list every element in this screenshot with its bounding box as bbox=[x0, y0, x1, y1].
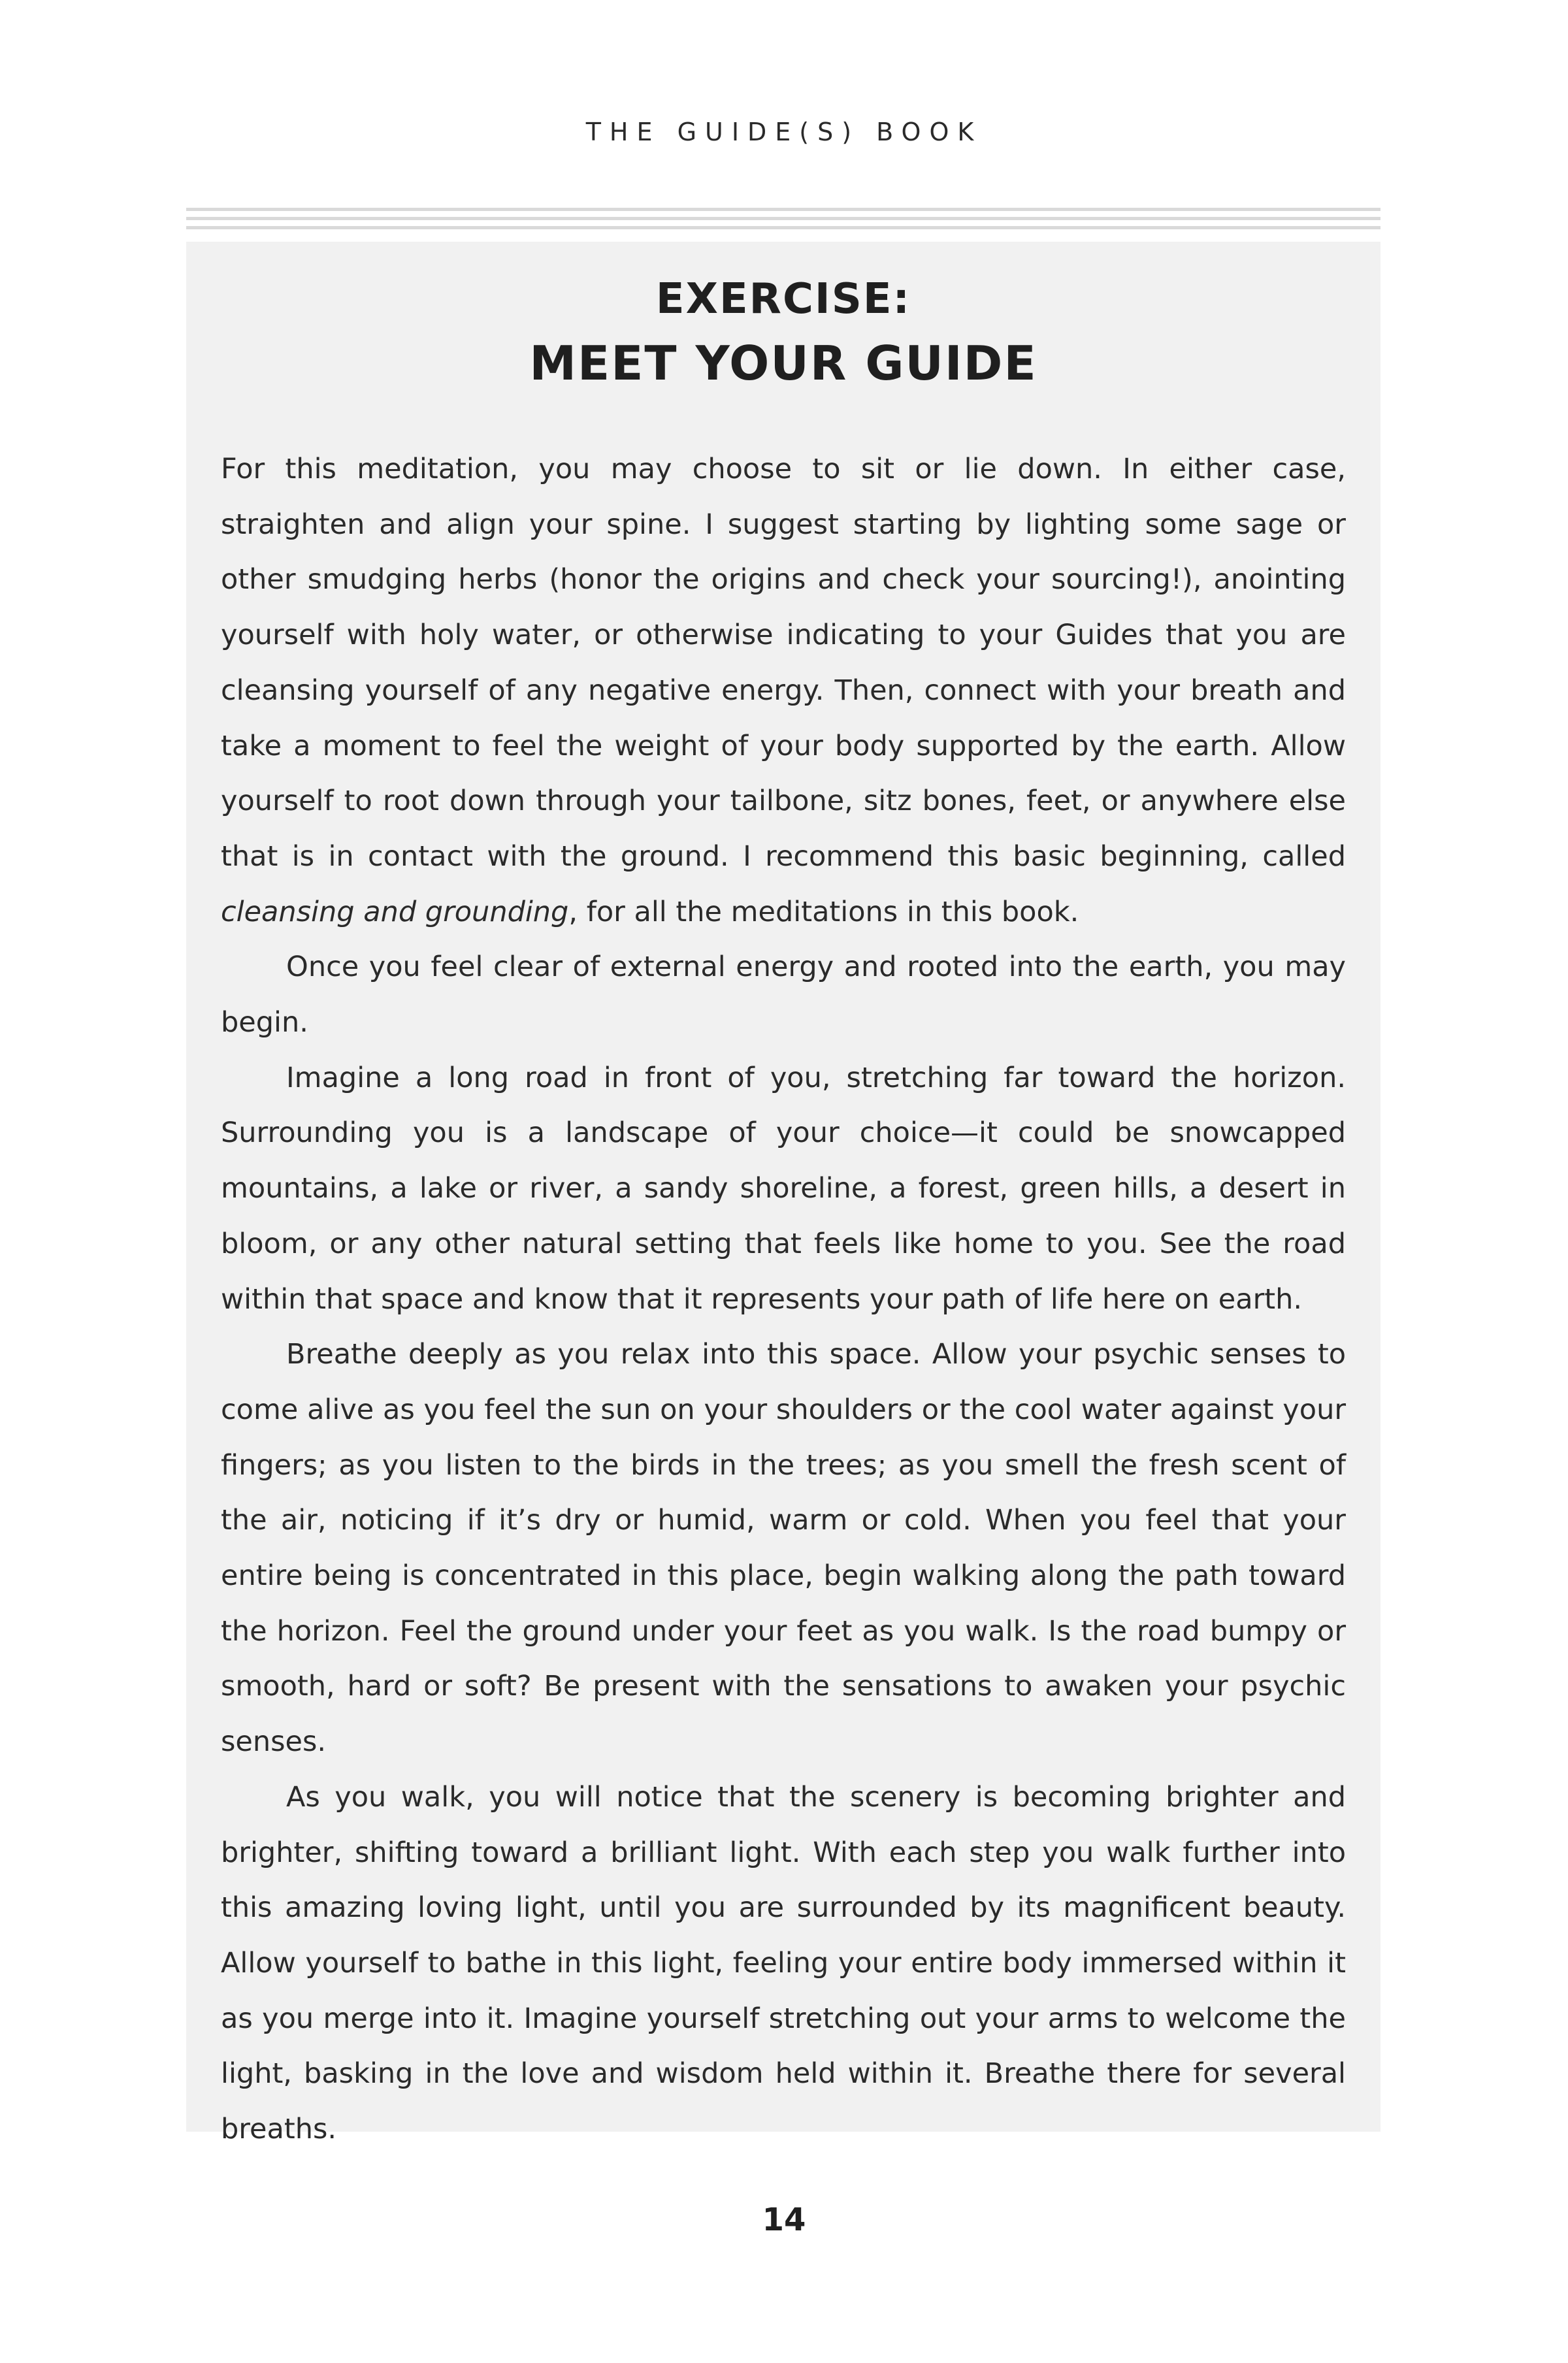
paragraph bbox=[221, 442, 1346, 939]
sidebar-top-rules bbox=[186, 208, 1380, 238]
paragraph: Once you feel clear of external energy and rooted into the earth, you may begin. bbox=[221, 951, 1346, 1039]
exercise-label: EXERCISE: bbox=[655, 275, 911, 323]
italic-term: cleansing and grounding bbox=[221, 895, 569, 928]
rule-line bbox=[186, 217, 1380, 220]
paragraph: Breathe deeply as you relax into this space. Allow your psychic senses to come alive as you feel the sun on your shoulders or the cool water against your fingers; as you listen to the birds in the trees; as you smell the fresh scent of the air, noticing if it’s dry or humid, warm or cold. When you feel that your entire being is concentrated in this place, begin walking along the path toward the horizon. Feel the ground under your feet as you walk. Is the road bumpy or smooth, hard or soft? Be present with the sensations to awaken your psychic senses. bbox=[221, 1338, 1346, 1759]
rule-line bbox=[186, 208, 1380, 211]
paragraph: Imagine a long road in front of you, stretching far toward the horizon. Surrounding you is a landscape of your choice—it could be snowcapped mountains, a lake or river, a sandy shoreline, a forest, green hills, a desert in bloom, or any other natural setting that feels like home to you. See the road within that space and know that it represents your path of life here on earth. bbox=[221, 1061, 1346, 1316]
rule-line bbox=[186, 226, 1380, 229]
running-head: THE GUIDE(S) BOOK bbox=[585, 118, 983, 146]
paragraph: As you walk, you will notice that the scenery is becoming brighter and brighter, shifting toward a brilliant light. With each step you walk further into this amazing loving light, until you are surrounded by its magnificent beauty. Allow yourself to bathe in this light, feeling your entire body immersed within it as you merge into it. Imagine yourself stretching out your arms to welcome the light, basking in the love and wisdom held within it. Breathe there for several breaths. bbox=[221, 1780, 1346, 2146]
exercise-body bbox=[221, 442, 1346, 2157]
paragraph-text: , for all the meditations in this book. bbox=[568, 895, 1079, 928]
exercise-sidebar bbox=[186, 242, 1380, 2146]
exercise-title: MEET YOUR GUIDE bbox=[529, 336, 1037, 391]
paragraph-text: For this meditation, you may choose to sit or lie down. In either case, straighten and align your spine. I suggest starting by lighting some sage or other smudging herbs (honor the origins and check your sourcing!), anointing yourself with holy water, or otherwise indicating to your Guides that you are cleansing yourself of any negative energy. Then, connect with your breath and take a moment to feel the weight of your body supported by the earth. Allow yourself to root down through your tailbone, sitz bones, feet, or anywhere else that is in contact with the ground. I recommend this basic beginning, called bbox=[221, 453, 1346, 873]
exercise-heading bbox=[221, 268, 1346, 396]
page-number: 14 bbox=[762, 2202, 806, 2238]
